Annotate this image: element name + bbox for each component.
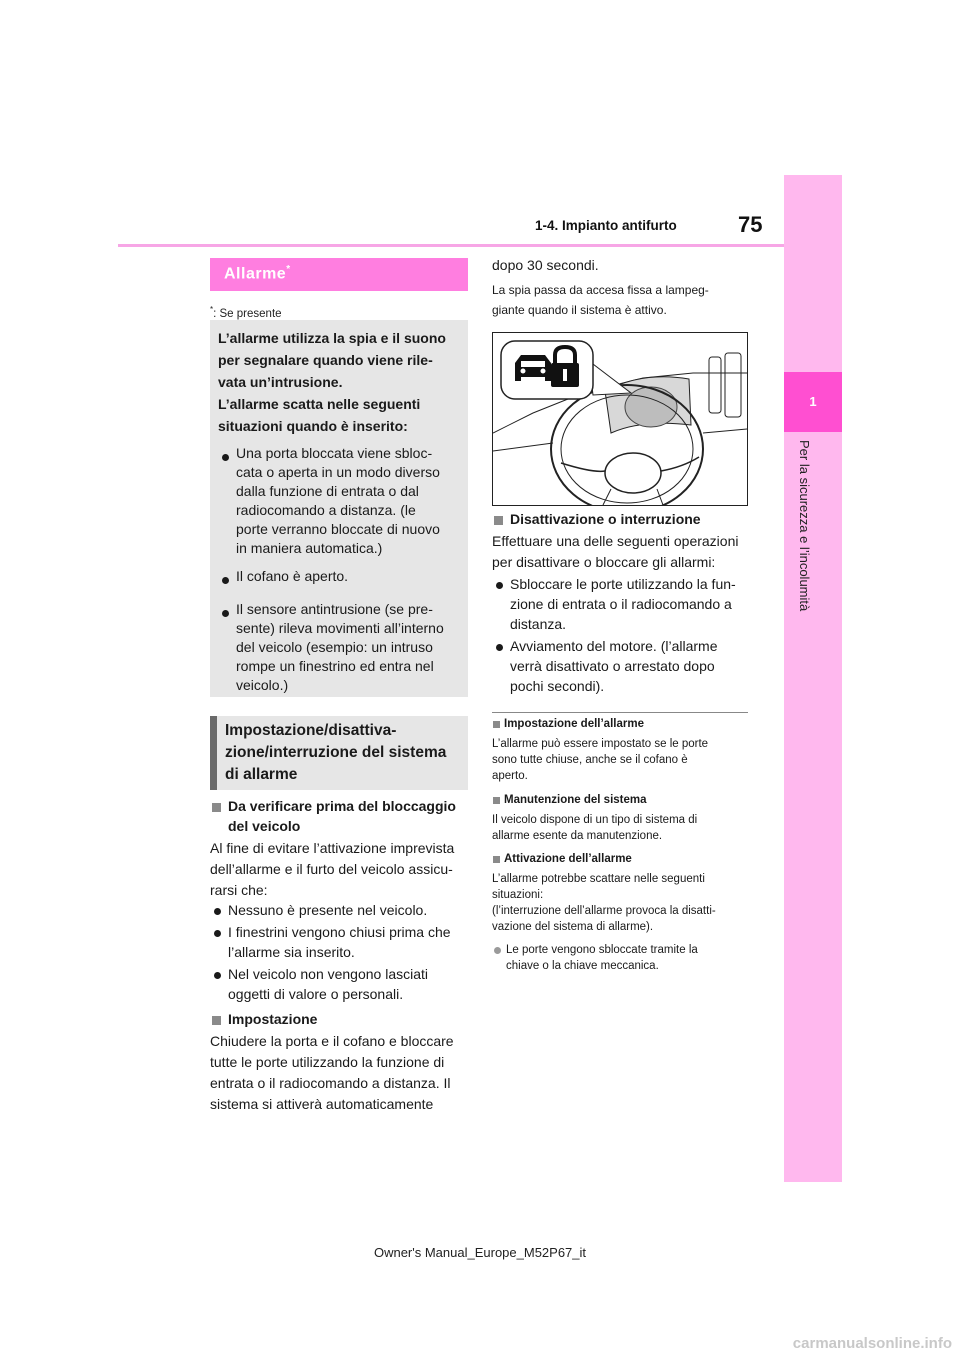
bullet-line: rompe un finestrino ed entra nel bbox=[236, 658, 434, 674]
footnote-mark: * bbox=[210, 305, 214, 314]
intro-line: per segnalare quando viene rile- bbox=[218, 352, 433, 368]
bullet-icon bbox=[222, 610, 229, 617]
square-bullet-icon bbox=[493, 721, 500, 728]
chapter-label: Per la sicurezza e l’incolumità bbox=[797, 440, 812, 612]
square-bullet-icon bbox=[493, 797, 500, 804]
note-line: situazioni: bbox=[492, 889, 544, 901]
bullet-line: Nel veicolo non vengono lasciati bbox=[228, 966, 429, 982]
chapter-side-tab bbox=[784, 175, 842, 1182]
note-bullet-line: chiave o la chiave meccanica. bbox=[506, 960, 659, 972]
intro-line: vata un’intrusione. bbox=[218, 374, 343, 390]
bullet-icon bbox=[496, 644, 503, 651]
bullet-line: Una porta bloccata viene sbloc- bbox=[236, 445, 433, 461]
bullet-icon bbox=[222, 454, 229, 461]
steering-wheel-illustration bbox=[493, 333, 747, 505]
square-bullet-icon bbox=[212, 1016, 221, 1025]
page-number: 75 bbox=[738, 212, 763, 237]
bullet-line: distanza. bbox=[510, 616, 567, 632]
continued-text: dopo 30 secondi. bbox=[492, 257, 599, 273]
bullet-icon bbox=[214, 930, 221, 937]
bullet-line: Avviamento del motore. (l’allarme bbox=[510, 638, 718, 654]
header-rule bbox=[118, 244, 784, 247]
note-line: vazione del sistema di allarme). bbox=[492, 921, 654, 933]
deactivation-body: per disattivare o bloccare gli allarmi: bbox=[492, 554, 716, 570]
dashboard-illustration bbox=[492, 332, 748, 506]
section-title: 1-4. Impianto antifurto bbox=[535, 218, 677, 233]
alarm-section-header bbox=[210, 258, 468, 291]
intro-line: situazioni quando è inserito: bbox=[218, 418, 408, 434]
footnote bbox=[210, 305, 282, 320]
bullet-line: sente) rileva movimenti all’interno bbox=[236, 620, 444, 636]
note-line: sono tutte chiuse, anche se il cofano è bbox=[492, 754, 688, 766]
notes-divider bbox=[492, 712, 748, 713]
bullet-line: porte verranno bloccate di nuovo bbox=[236, 521, 440, 537]
bullet-line: Il sensore antintrusione (se pre- bbox=[236, 601, 433, 617]
impostazione-body: Chiudere la porta e il cofano e bloccare bbox=[210, 1033, 454, 1049]
bullet-line: radiocomando a distanza. (le bbox=[236, 502, 416, 518]
bullet-line: Sbloccare le porte utilizzando la fun- bbox=[510, 576, 736, 592]
intro-line: L’allarme utilizza la spia e il suono bbox=[218, 330, 446, 346]
bullet-line: I finestrini vengono chiusi prima che bbox=[228, 924, 451, 940]
note-heading: Impostazione dell’allarme bbox=[504, 718, 644, 730]
chapter-number-tab bbox=[784, 372, 842, 432]
intro-line: L’allarme scatta nelle seguenti bbox=[218, 396, 421, 412]
indicator-text: La spia passa da accesa fissa a lampeg- bbox=[492, 283, 709, 297]
impostazione-body: tutte le porte utilizzando la funzione di bbox=[210, 1054, 445, 1070]
note-line: L’allarme potrebbe scattare nelle seguenti bbox=[492, 873, 705, 885]
bullet-line: dalla funzione di entrata o dal bbox=[236, 483, 419, 499]
check-heading: del veicolo bbox=[228, 818, 301, 834]
note-line: allarme esente da manutenzione. bbox=[492, 830, 663, 842]
chapter-number: 1 bbox=[809, 394, 817, 409]
note-bullet-line: Le porte vengono sbloccate tramite la bbox=[506, 944, 698, 956]
bullet-line: pochi secondi). bbox=[510, 678, 605, 694]
impostazione-body: sistema si attiverà automaticamente bbox=[210, 1096, 434, 1112]
bullet-line: in maniera automatica.) bbox=[236, 540, 383, 556]
impostazione-body: entrata o il radiocomando a distanza. Il bbox=[210, 1075, 451, 1091]
bullet-icon bbox=[222, 577, 229, 584]
bullet-icon bbox=[496, 582, 503, 589]
indicator-text: giante quando il sistema è attivo. bbox=[492, 303, 667, 317]
alarm-title-mark: * bbox=[286, 264, 291, 275]
bullet-line: veicolo.) bbox=[236, 677, 289, 693]
deactivation-body: Effettuare una delle seguenti operazioni bbox=[492, 533, 739, 549]
bullet-line: verrà disattivato o arrestato dopo bbox=[510, 658, 715, 674]
bullet-line: del veicolo (esempio: un intruso bbox=[236, 639, 433, 655]
setting-title-line: zione/interruzione del sistema bbox=[225, 744, 447, 761]
impostazione-heading: Impostazione bbox=[228, 1011, 318, 1027]
note-heading: Manutenzione del sistema bbox=[504, 794, 647, 806]
setting-section-header bbox=[210, 716, 468, 790]
bullet-line: cata o aperta in un modo diverso bbox=[236, 464, 440, 480]
note-line: Il veicolo dispone di un tipo di sistema di bbox=[492, 814, 698, 826]
note-line: L’allarme può essere impostato se le porte bbox=[492, 738, 709, 750]
note-line: aperto. bbox=[492, 770, 528, 782]
footnote-text: : Se presente bbox=[213, 307, 282, 320]
bullet-line: l’allarme sia inserito. bbox=[228, 944, 355, 960]
bullet-line: zione di entrata o il radiocomando a bbox=[510, 596, 732, 612]
check-heading: Da verificare prima del bloccaggio bbox=[228, 798, 456, 814]
watermark: carmanualsonline.info bbox=[792, 1335, 952, 1352]
alarm-title: Allarme bbox=[224, 265, 287, 283]
check-body: dell’allarme e il furto del veicolo assicu- bbox=[210, 861, 453, 877]
note-heading: Attivazione dell’allarme bbox=[504, 853, 632, 865]
setting-title-line: di allarme bbox=[225, 766, 298, 783]
note-line: (l’interruzione dell’allarme provoca la disatti- bbox=[492, 905, 716, 917]
bullet-icon bbox=[214, 972, 221, 979]
bullet-icon bbox=[494, 947, 501, 954]
bullet-icon bbox=[214, 908, 221, 915]
setting-title-line: Impostazione/disattiva- bbox=[225, 722, 397, 739]
footer-text: Owner's Manual_Europe_M52P67_it bbox=[373, 1245, 587, 1260]
bullet-line: oggetti di valore o personali. bbox=[228, 986, 404, 1002]
square-bullet-icon bbox=[493, 856, 500, 863]
check-body: Al fine di evitare l’attivazione imprevista bbox=[210, 840, 455, 856]
deactivation-heading: Disattivazione o interruzione bbox=[510, 511, 701, 527]
square-bullet-icon bbox=[494, 516, 503, 525]
square-bullet-icon bbox=[212, 803, 221, 812]
check-body: rarsi che: bbox=[210, 882, 268, 898]
bullet-line: Il cofano è aperto. bbox=[236, 568, 349, 584]
bullet-line: Nessuno è presente nel veicolo. bbox=[228, 902, 428, 918]
